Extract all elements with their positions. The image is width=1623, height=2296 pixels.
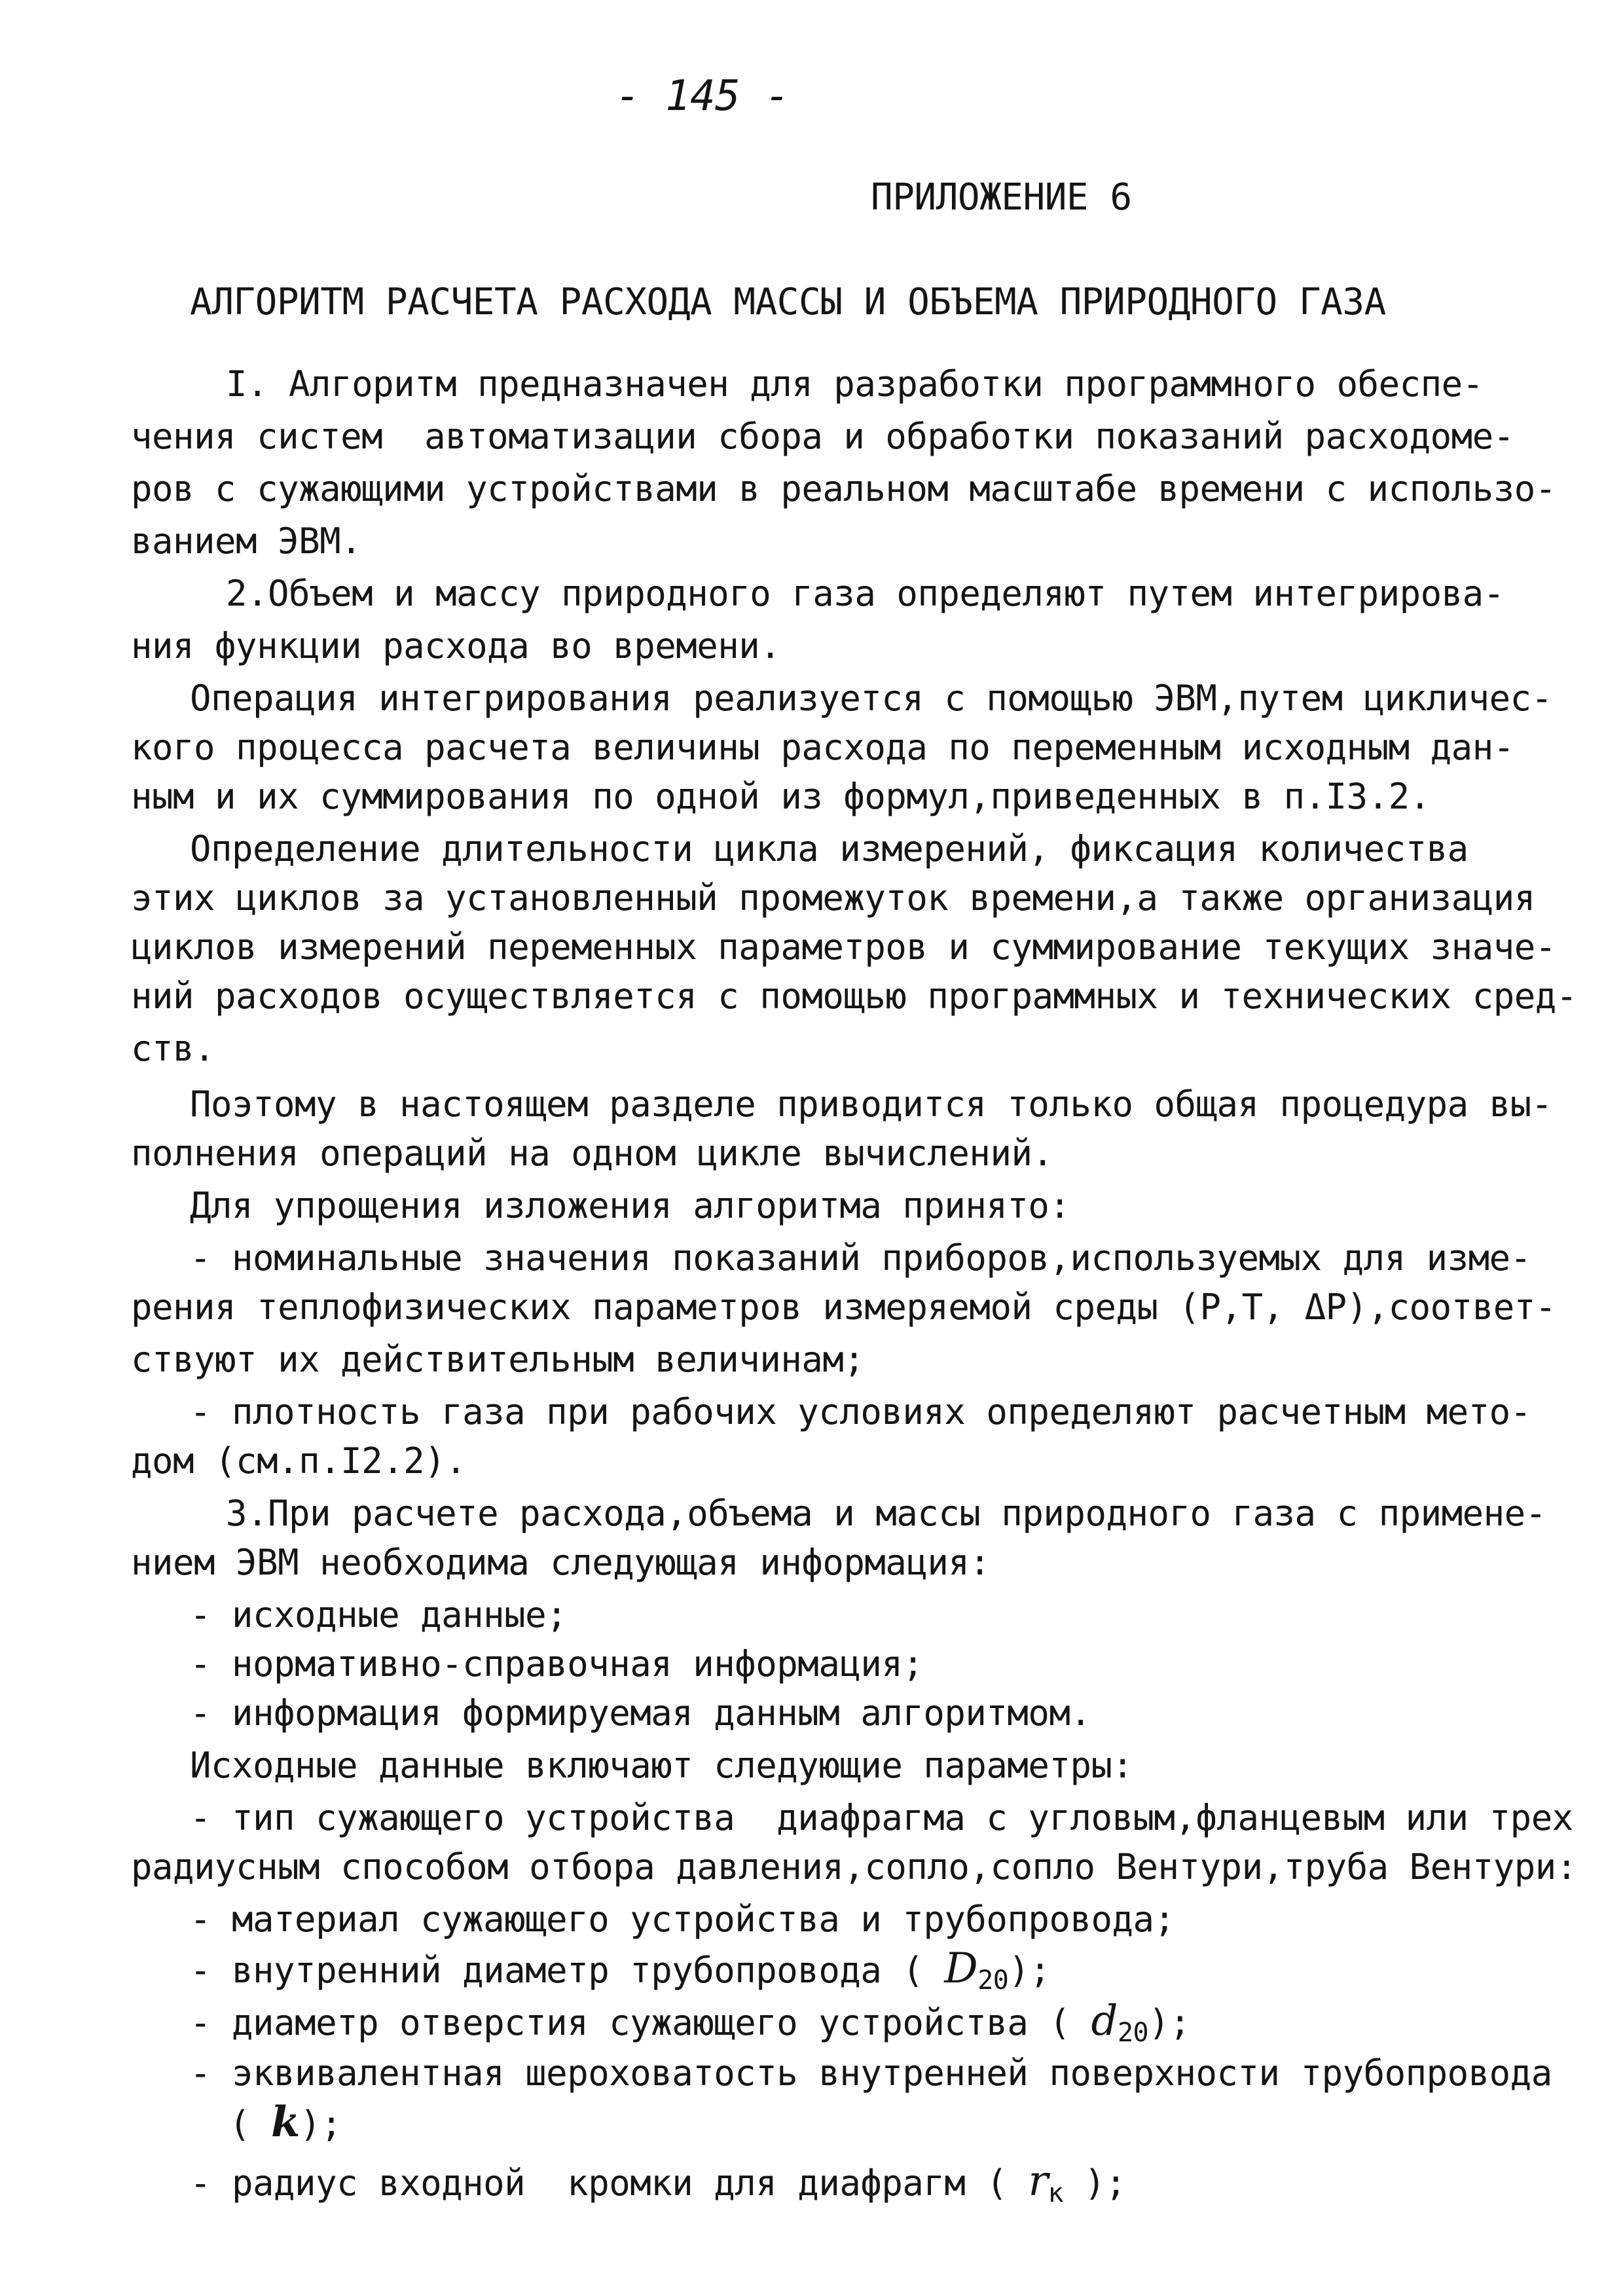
- text-line: циклов измерений переменных параметров и суммирование текущих значе-: [131, 926, 1556, 968]
- symbol-d-orifice: d: [1091, 1997, 1118, 2045]
- text-line: ния функции расхода во времени.: [131, 625, 781, 666]
- text-line: ров с сужающими устройствами в реальном масштабе времени с использо-: [131, 468, 1556, 509]
- text-line: Поэтому в настоящем разделе приводится только общая процедура вы-: [190, 1084, 1552, 1125]
- text-line: этих циклов за установленный промежуток времени,а также организация: [131, 877, 1535, 919]
- text-line: [190, 1997, 1191, 2054]
- text-line: 2.Объем и массу природного газа определяют путем интегрирова-: [226, 573, 1504, 614]
- text-fragment: - внутренний диаметр трубопровода (: [190, 1950, 945, 1991]
- subscript: к: [1048, 2178, 1064, 2208]
- symbol-k: k: [271, 2098, 300, 2147]
- text-line: ванием ЭВМ.: [131, 520, 362, 562]
- text-line: ний расходов осуществляется с помощью программных и технических сред-: [131, 975, 1577, 1017]
- text-line: Определение длительности цикла измерений, фиксация количества: [190, 828, 1468, 869]
- text-line: [190, 2157, 1127, 2214]
- appendix-label: ПРИЛОЖЕНИЕ 6: [871, 176, 1132, 219]
- text-line: [229, 2098, 342, 2147]
- text-fragment: - диаметр отверстия сужающего устройства (: [190, 2002, 1091, 2043]
- text-fragment: );: [1008, 1950, 1051, 1991]
- symbol-r: r: [1028, 2157, 1048, 2206]
- text-line: - плотность газа при рабочих условиях определяют расчетным мето-: [190, 1391, 1531, 1432]
- text-line: - эквивалентная шероховатость внутренней поверхности трубопровода: [190, 2052, 1552, 2094]
- text-line: чения систем автоматизации сбора и обработки показаний расходоме-: [131, 416, 1514, 457]
- text-fragment: );: [299, 2104, 342, 2145]
- text-line: - исходные данные;: [190, 1594, 568, 1635]
- subscript: 20: [977, 1965, 1009, 1995]
- text-line: кого процесса расчета величины расхода по переменным исходным дан-: [131, 727, 1514, 768]
- subscript: 20: [1117, 2018, 1149, 2048]
- text-fragment: );: [1148, 2002, 1191, 2043]
- document-title: АЛГОРИТМ РАСЧЕТА РАСХОДА МАССЫ И ОБЪЕМА ПРИРОДНОГО ГАЗА: [190, 281, 1386, 323]
- text-line: Операция интегрирования реализуется с помощью ЭВМ,путем цикличес-: [190, 678, 1552, 719]
- text-line: - нормативно-справочная информация;: [190, 1643, 924, 1685]
- text-fragment: );: [1063, 2162, 1127, 2204]
- text-line: нием ЭВМ необходима следующая информация:: [131, 1542, 991, 1583]
- text-line: ствуют их действительным величинам;: [131, 1339, 865, 1380]
- text-fragment: (: [229, 2104, 272, 2145]
- text-line: - информация формируемая данным алгоритмом.: [190, 1692, 1091, 1734]
- text-line: - материал сужающего устройства и трубопровода;: [190, 1899, 1175, 1940]
- text-line: - номинальные значения показаний приборов,используемых для изме-: [190, 1237, 1531, 1279]
- text-line: полнения операций на одном цикле вычислений.: [131, 1133, 1053, 1174]
- text-line: Для упрощения изложения алгоритма принято:: [190, 1185, 1070, 1226]
- text-line: - тип сужающего устройства диафрагма с угловым,фланцевым или трех: [190, 1797, 1573, 1838]
- page-number: - 145 -: [615, 72, 790, 120]
- text-line: рения теплофизических параметров измеряемой среды (P,T, ΔP),соответ-: [131, 1286, 1556, 1328]
- text-fragment: - радиус входной кромки для диафрагм (: [190, 2162, 1029, 2204]
- symbol-d-pipe: D: [944, 1944, 978, 1993]
- text-line: 3.При расчете расхода,объема и массы природного газа с примене-: [226, 1493, 1546, 1534]
- text-line: дом (см.п.I2.2).: [131, 1440, 467, 1482]
- text-line: ным и их суммирования по одной из формул,приведенных в п.I3.2.: [131, 776, 1431, 817]
- text-line: радиусным способом отбора давления,сопло,сопло Вентури,труба Вентури:: [131, 1846, 1577, 1887]
- text-line: I. Алгоритм предназначен для разработки программного обеспе-: [226, 363, 1484, 405]
- text-line: [190, 1944, 1051, 2001]
- text-line: ств.: [131, 1028, 215, 1069]
- text-line: Исходные данные включают следующие параметры:: [190, 1745, 1133, 1786]
